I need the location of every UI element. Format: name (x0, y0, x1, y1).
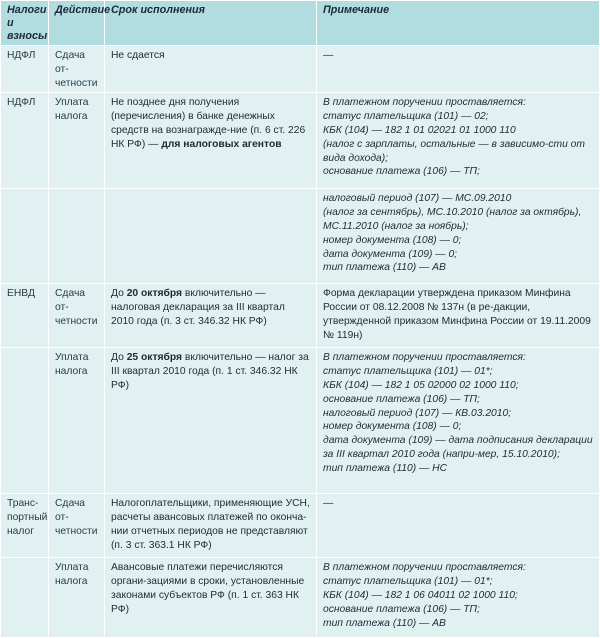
note-line: В платежном поручении проставляется: (323, 352, 526, 364)
deadline-text: Не позднее дня получения (перечисления) в банке денежных средств на вознагражде-ние (п. 6 ст. 226 НК РФ) — (111, 97, 306, 150)
table-row (1, 93, 600, 189)
note-line: номер документа (108) — 0; (323, 234, 462, 246)
deadline-text: До (111, 288, 127, 300)
note-line: В платежном поручении проставляется: (323, 97, 526, 109)
note-line: статус плательщика (101) — 01*; (323, 576, 493, 588)
note-line: налоговый период (107) — МС.09.2010 (323, 193, 512, 205)
cell-deadline (105, 284, 317, 348)
note-line: дата документа (109) — дата подписания декларации за III квартал 2010 года (напри-мер, 15.10.2010); (323, 435, 593, 460)
cell-note: Форма декларации утверждена приказом Минфина России от 08.12.2008 № 137н (в ре-дакции, утвержденной приказом Минфина России от 19.11.2009 № 119н) (317, 284, 600, 348)
note-line: В платежном поручении проставляется: (323, 562, 526, 574)
deadline-text: До (111, 352, 127, 364)
header-action: Действие (49, 1, 105, 46)
note-line: налоговый период (107) — КВ.03.2010; (323, 407, 512, 419)
cell-action: Сдача от-четности (49, 284, 105, 348)
note-line: (налог за сентябрь), МС.10.2010 (налог за октябрь), МС.11.2010 (налог за ноябрь); (323, 207, 582, 232)
note-line: статус плательщика (101) — 02; (323, 111, 489, 123)
table-row (1, 494, 600, 558)
cell-deadline (105, 348, 317, 494)
cell-note: — (317, 46, 600, 93)
table-row (1, 348, 600, 494)
note-line: основание платежа (106) — ТП; (323, 603, 480, 615)
cell-note (317, 348, 600, 494)
cell-tax: Транс-портный налог (1, 494, 49, 558)
cell-tax (1, 189, 49, 284)
note-line: КБК (104) — 182 1 01 02021 01 1000 110 (323, 124, 516, 136)
deadline-date: 20 октября (126, 288, 183, 300)
note-line: номер документа (108) — 0; (323, 421, 462, 433)
cell-tax: НДФЛ (1, 93, 49, 189)
cell-deadline (105, 189, 317, 284)
note-line: КБК (104) — 182 1 06 04011 02 1000 110; (323, 589, 518, 601)
cell-action: Уплата налога (49, 558, 105, 638)
cell-tax: НДФЛ (1, 46, 49, 93)
cell-deadline: Авансовые платежи перечисляются органи-зациями в сроки, установленные законами субъектов РФ (п. 1 ст. 363 НК РФ) (105, 558, 317, 638)
table-row (1, 189, 600, 284)
cell-action: Сдача от-четности (49, 46, 105, 93)
note-line: тип платежа (110) — НС (323, 462, 448, 474)
cell-tax (1, 558, 49, 638)
note-line: тип платежа (110) — АВ (323, 262, 446, 274)
cell-action (49, 189, 105, 284)
cell-tax: ЕНВД (1, 284, 49, 348)
deadline-date: 25 октября (126, 352, 183, 364)
note-line: КБК (104) — 182 1 05 02000 02 1000 110; (323, 379, 519, 391)
cell-note (317, 189, 600, 284)
note-line: тип платежа (110) — АВ (323, 617, 446, 629)
deadline-text: включительно — налог за III квартал 2010 года (п. 1 ст. 346.32 НК РФ) (111, 352, 309, 391)
header-deadline: Срок исполнения (105, 1, 317, 46)
cell-note (317, 93, 600, 189)
cell-deadline: Не сдается (105, 46, 317, 93)
deadline-emphasis: для налоговых агентов (161, 138, 282, 150)
note-line: основание платежа (106) — ТП; (323, 166, 480, 178)
cell-action: Уплата налога (49, 348, 105, 494)
note-line: статус плательщика (101) — 01*; (323, 366, 493, 378)
table-header-row (1, 1, 600, 46)
table-row (1, 558, 600, 638)
note-line: дата документа (109) — 0; (323, 248, 458, 260)
table-row (1, 46, 600, 93)
cell-deadline (105, 93, 317, 189)
header-note: Примечание (317, 1, 600, 46)
cell-deadline: Налогоплательщики, применяющие УСН, расчеты авансовых платежей по оконча-нии отчетных периодов не представляют (п. 3 ст. 363.1 НК РФ) (105, 494, 317, 558)
cell-note: — (317, 494, 600, 558)
table-row (1, 284, 600, 348)
header-tax: Налоги и взносы (1, 1, 49, 46)
cell-action: Сдача от-четности (49, 494, 105, 558)
note-line: основание платежа (106) — ТП; (323, 393, 480, 405)
note-line: (налог с зарплаты, остальные — в зависимо-сти от вида дохода); (323, 138, 585, 164)
cell-tax (1, 348, 49, 494)
deadline-text: включительно — налоговая декларация за III квартал 2010 года (п. 3 ст. 346.32 НК РФ) (111, 288, 285, 327)
cell-action: Уплата налога (49, 93, 105, 189)
cell-note (317, 558, 600, 638)
